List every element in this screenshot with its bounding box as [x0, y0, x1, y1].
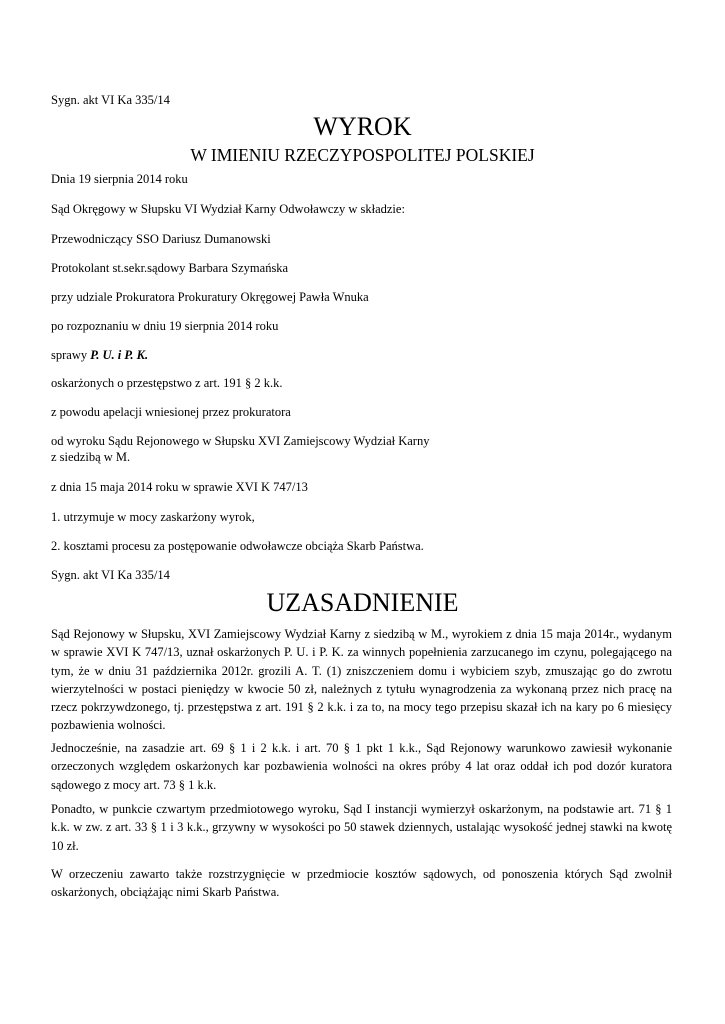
lower-court-line-1: od wyroku Sądu Rejonowego w Słupsku XVI Zamiejscowy Wydział Karny [51, 434, 430, 448]
clerk-line: Protokolant st.sekr.sądowy Barbara Szymańska [51, 261, 289, 275]
court-line: Sąd Okręgowy w Słupsku VI Wydział Karny Odwoławczy w składzie: [51, 202, 405, 216]
case-parties: P. U. i P. K. [90, 348, 149, 362]
lower-court-line-2: z siedzibą w M. [51, 450, 131, 464]
case-reference-top: Sygn. akt VI Ka 335/14 [51, 93, 170, 107]
case-prefix: sprawy [51, 348, 91, 362]
case-line [51, 348, 148, 363]
justification-title: UZASADNIENIE [266, 588, 459, 617]
chair-line: Przewodniczący SSO Dariusz Dumanowski [51, 232, 271, 246]
case-reference-bottom: Sygn. akt VI Ka 335/14 [51, 568, 170, 582]
document-subtitle: W IMIENIU RZECZYPOSPOLITEJ POLSKIEJ [190, 145, 535, 165]
justification-paragraph: Ponadto, w punkcie czwartym przedmiotowego wyroku, Sąd I instancji wymierzył oskarżonym, na podstawie art. 71 § 1 k.k. w zw. z art. 33 § 1 i 3 k.k., grzywny w wysokości po 50 stawek dziennych, ustalając wysokość jednej stawki na kwotę 10 zł. [51, 802, 672, 853]
charge-line: oskarżonych o przestępstwo z art. 191 § 2 k.k. [51, 376, 283, 390]
ruling-item-1: 1. utrzymuje w mocy zaskarżony wyrok, [51, 510, 255, 524]
judgment-date-line: z dnia 15 maja 2014 roku w sprawie XVI K 747/13 [51, 480, 308, 494]
appeal-line: z powodu apelacji wniesionej przez prokuratora [51, 405, 291, 419]
hearing-line: po rozpoznaniu w dniu 19 sierpnia 2014 roku [51, 319, 279, 333]
justification-paragraph: W orzeczeniu zawarto także rozstrzygnięcie w przedmiocie kosztów sądowych, od ponoszenia których Sąd zwolnił oskarżonych, obciążając nimi Skarb Państwa. [51, 867, 672, 900]
prosecutor-line: przy udziale Prokuratora Prokuratury Okręgowej Pawła Wnuka [51, 290, 369, 304]
document-title: WYROK [313, 112, 412, 141]
justification-paragraph: Sąd Rejonowy w Słupsku, XVI Zamiejscowy Wydział Karny z siedzibą w M., wyrokiem z dnia 15 maja 2014r., wydanym w sprawie XVI K 747/13, uznał oskarżonych P. U. i P. K. za winnych popełnienia zarzucanego im czynu, polegającego na tym, że w dniu 31 października 2012r. grozili A. T. (1) zniszczeniem domu i wybiciem szyb, zmuszając go do zwrotu wierzytelności w postaci pieniędzy w kwocie 50 zł, należnych z tytułu wynagrodzenia za wykonaną przez nich pracę na rzecz pokrzywdzonego, tj. przestępstwa z art. 191 § 2 k.k. i za to, na mocy tego przepisu skazał ich na kary po 6 miesięcy pozbawienia wolności. [51, 627, 672, 733]
ruling-item-2: 2. kosztami procesu za postępowanie odwoławcze obciąża Skarb Państwa. [51, 539, 424, 553]
date-line: Dnia 19 sierpnia 2014 roku [51, 172, 188, 186]
justification-paragraph: Jednocześnie, na zasadzie art. 69 § 1 i 2 k.k. i art. 70 § 1 pkt 1 k.k., Sąd Rejonowy warunkowo zawiesił wykonanie orzeczonych względem oskarżonych kar pozbawienia wolności na okres próby 4 lat oraz oddał ich pod dozór kuratora sądowego z mocy art. 73 § 1 k.k. [51, 741, 672, 792]
